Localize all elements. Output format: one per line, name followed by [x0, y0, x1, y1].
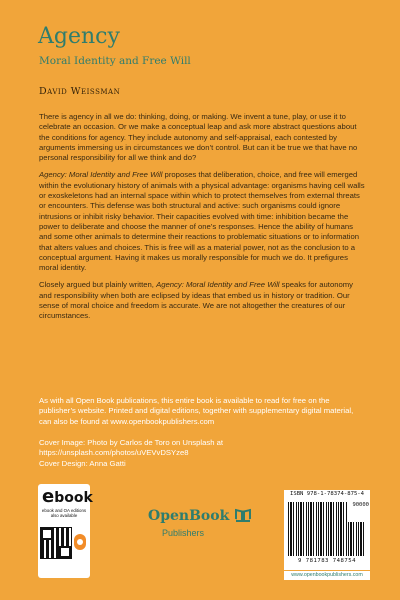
- blurb-title-italic-2: Agency: Moral Identity and Free Will: [156, 280, 280, 290]
- cover-image-credit: Cover Image: Photo by Carlos de Toro on Unsplash at https://unsplash.com/photos/uVEVvDSYze8: [39, 438, 224, 458]
- barcode-block: [284, 490, 370, 570]
- cover-design-credit: Cover Design: Anna Gatti: [39, 458, 126, 468]
- barcode-addon-number: 90000: [352, 502, 369, 508]
- open-access-statement: As with all Open Book publications, this entire book is available to read for free on the publisher’s website. Printed and digital editions, together with supplementary digital material, can also be found at www.openbookpublishers.com: [39, 396, 354, 426]
- publisher-sub: Publishers: [162, 528, 205, 538]
- ebook-badge: [38, 484, 93, 578]
- barcode-icon: [288, 502, 366, 556]
- publisher-name: OpenBook: [148, 508, 230, 524]
- isbn-label: ISBN 978-1-78374-875-4: [289, 491, 365, 497]
- author-name: David Weissman: [39, 86, 121, 97]
- blurb-paragraph-3-text: speaks for autonomy and responsibility when both are eclipsed by ideas that embed us in history or tradition. Our sense of moral choice and freedom is accurate. We are not altogether the creatures of our circumstances.: [39, 280, 354, 321]
- book-title: Agency: [38, 24, 120, 49]
- open-access-icon: [74, 534, 86, 550]
- qr-code-icon[interactable]: [41, 528, 71, 558]
- open-book-icon: [236, 510, 250, 522]
- cover-credits: [39, 438, 365, 469]
- blurb-paragraph-1: There is agency in all we do: thinking, doing, or making. We invent a tune, play, or use it to celebrate an occasion. Or we make a conceptual leap and ask more abstract questions about the conditions for agency. They include autonomy and self-appraisal, each contested by arguments immersing us in circumstances we don’t control. But can it be true we that have no personal responsibility for all we think and do?: [39, 112, 358, 163]
- book-subtitle: Moral Identity and Free Will: [39, 55, 191, 67]
- blurb-title-italic: Agency: Moral Identity and Free Will: [39, 170, 163, 180]
- blurb-paragraph-2-text: proposes that deliberation, choice, and free will emerged within the evolutionary history of animals with a physical advantage: organisms having cell walls or exoskeletons had an internal space within which to protect themselves from external threats or encounters. This defense was both structural and active: such organisms could ignore intrusions or inhibit risky behavior. Their capacities evolved with time: inhibition became the power to deliberate and choose the manner of one’s responses. Hence the ability of humans and some other animals to determine their reactions to problematic situations or to information that alters values and choices. This is free will as a material power, not as the conclusion to a conceptual argument. Having it makes us morally responsible for much we do. It prefigures moral identity.: [39, 170, 365, 273]
- blurb-paragraph-3-start: Closely argued but plainly written,: [39, 280, 157, 290]
- barcode-number: 9 781783 748754: [297, 558, 357, 564]
- ebook-book: book: [54, 490, 93, 506]
- blurb-paragraph-3: [39, 280, 365, 321]
- ebook-note: ebook and OA editions also available: [41, 508, 87, 519]
- publisher-website[interactable]: www.openbookpublishers.com: [284, 571, 370, 580]
- publisher-logo: [148, 500, 258, 550]
- blurb: [39, 112, 365, 329]
- ebook-wordmark: [42, 486, 93, 507]
- blurb-paragraph-2: [39, 170, 365, 273]
- ebook-e: e: [42, 486, 55, 507]
